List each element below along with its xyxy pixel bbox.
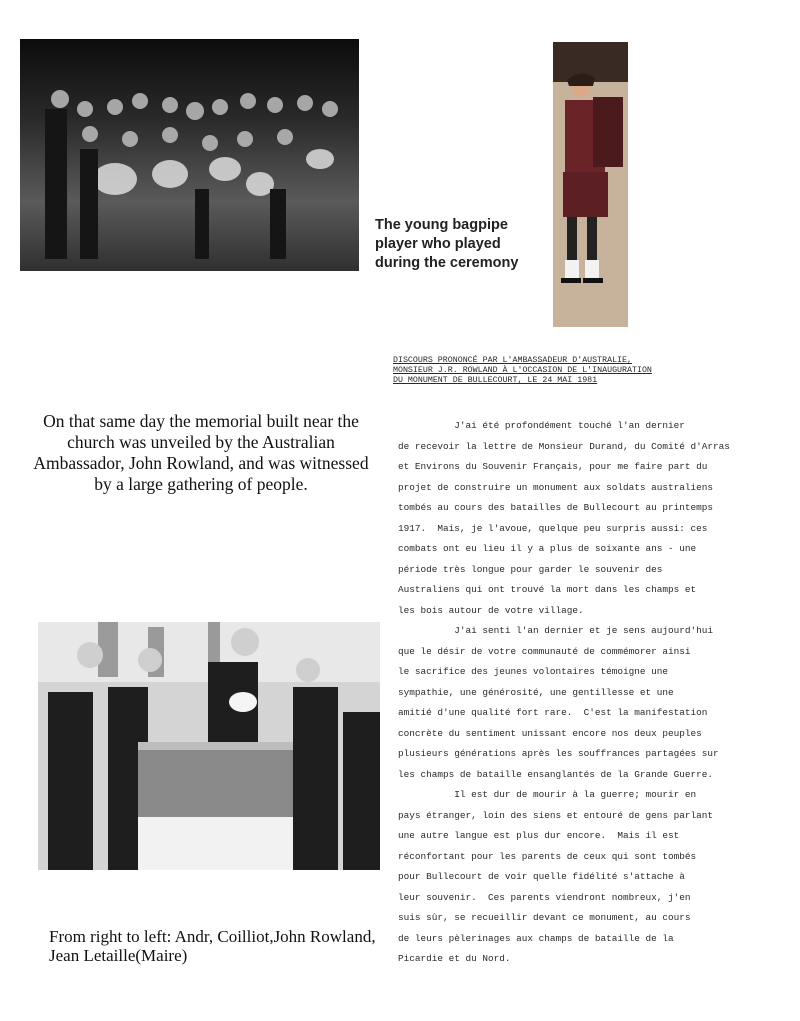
ceremony-caption: From right to left: Andr, Coilliot,John Rowland, Jean Letaille(Maire) (49, 927, 376, 965)
speech-line: que le désir de votre communauté de commémorer ainsi (398, 645, 691, 657)
speech-line: les champs de bataille ensanglantés de la Grande Guerre. (398, 768, 714, 780)
speech-line: Picardie et du Nord. (398, 953, 511, 964)
ceremony-photo-image (38, 622, 380, 870)
speech-line: et Environs du Souvenir Français, pour me faire part du (398, 461, 708, 472)
speech-line: période très longue pour garder le souvenir des (398, 563, 663, 575)
speech-line: une autre langue est plus dur encore. Mais il est (398, 830, 680, 841)
speech-line: pour Bullecourt de voir quelle fidélité s'attache à (398, 871, 685, 882)
speech-body (398, 416, 760, 970)
speech-line: 1917. Mais, je l'avoue, quelque peu surpris aussi: ces (398, 522, 708, 534)
speech-line: projet de construire un monument aux soldats australiens (398, 481, 714, 493)
ceremony-photo (38, 622, 380, 870)
speech-heading-line: MONSIEUR J.R. ROWLAND À L'OCCASION DE L'INAUGURATION (393, 366, 652, 375)
speech-heading-line: DU MONUMENT DE BULLECOURT, LE 24 MAI 1981 (393, 376, 598, 385)
piper-photo (553, 42, 628, 327)
speech-line: suis sûr, se recueillir devant ce monument, au cours (398, 912, 691, 923)
speech-line: concrète du sentiment unissant encore nos deux peuples (398, 727, 702, 739)
speech-line: Il est dur de mourir à la guerre; mourir en (398, 789, 697, 800)
speech-line: leur souvenir. Ces parents viendront nombreux, j'en (398, 891, 691, 903)
speech-line: de recevoir la lettre de Monsieur Durand, du Comité d'Arras (398, 440, 730, 452)
speech-line: plusieurs générations après les souffrances partagées sur (398, 748, 719, 759)
crowd-photo-image (20, 39, 359, 271)
speech-line: de leurs pèlerinages aux champs de bataille de la (398, 932, 674, 944)
speech-line: combats ont eu lieu il y a plus de soixante ans - une (398, 543, 697, 554)
speech-line: J'ai senti l'an dernier et je sens aujourd'hui (398, 625, 714, 636)
speech-line: pays étranger, loin des siens et entouré de gens parlant (398, 809, 714, 821)
crowd-photo (20, 39, 359, 271)
memorial-description: On that same day the memorial built near the church was unveiled by the Australian Ambassador, John Rowland, and was witnessed by a large gathering of people. (33, 411, 369, 494)
speech-heading (393, 356, 713, 386)
piper-photo-image (553, 42, 628, 327)
speech-line: tombés au cours des batailles de Bullecourt au printemps (398, 502, 714, 513)
speech-line: Australiens qui ont trouvé la mort dans les champs et (398, 584, 697, 595)
speech-line: J'ai été profondément touché l'an dernier (398, 420, 685, 431)
speech-line: le sacrifice des jeunes volontaires témoigne une (398, 666, 669, 677)
piper-caption: The young bagpipe player who played during the ceremony (375, 217, 519, 271)
speech-line: réconfortant pour les parents de ceux qui sont tombés (398, 850, 697, 862)
speech-line: les bois autour de votre village. (398, 604, 584, 616)
speech-line: amitié d'une qualité fort rare. C'est la manifestation (398, 707, 708, 718)
speech-heading-line: DISCOURS PRONONCÉ PAR L'AMBASSADEUR D'AUSTRALIE, (393, 356, 632, 365)
speech-line: sympathie, une générosité, une gentillesse et une (398, 686, 674, 698)
